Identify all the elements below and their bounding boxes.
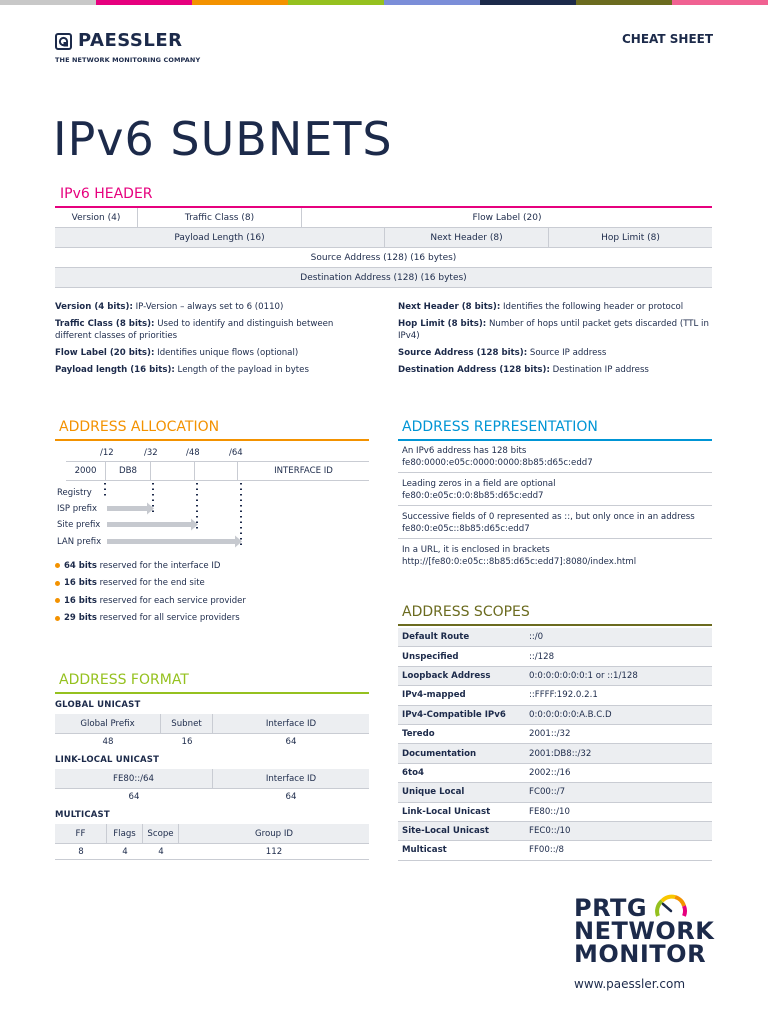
header-row-3 [55, 248, 712, 268]
topbar-segment [384, 0, 480, 5]
fe80-header: FE80::/64 [55, 769, 213, 788]
ipv6-header-heading: IPv6 HEADER [60, 186, 153, 202]
alloc-level-lan: LAN prefix [57, 537, 102, 547]
scope-name: Default Route [402, 632, 470, 643]
link-local-header-row [55, 769, 369, 789]
paessler-mark-icon [55, 33, 72, 50]
address-scopes-rule [398, 624, 712, 626]
scope-name: Teredo [402, 729, 435, 740]
link-local-label: LINK-LOCAL UNICAST [55, 755, 160, 765]
scope-name: Loopback Address [402, 670, 491, 681]
def-payload-length: Payload length (16 bits): Length of the payload in bytes [55, 365, 309, 375]
scope-value: FEC0::/10 [529, 826, 571, 837]
topbar-segment [480, 0, 576, 5]
fe80-value: 64 [128, 792, 140, 802]
subnet-value: 16 [181, 737, 193, 747]
alloc-cell-empty-1 [151, 462, 195, 480]
bullet-item: 16 bits reserved for each service provider [55, 592, 246, 610]
arrow-isp [107, 503, 154, 515]
scope-name: IPv4-Compatible IPv6 [402, 709, 506, 720]
cheat-sheet-label: CHEAT SHEET [622, 32, 714, 46]
flags-header: Flags [107, 824, 143, 843]
address-format-heading: ADDRESS FORMAT [59, 672, 189, 688]
gauge-icon [653, 892, 689, 922]
representation-list [398, 443, 712, 571]
header-cell-version: Version (4) [55, 208, 138, 227]
address-allocation-heading: ADDRESS ALLOCATION [59, 419, 220, 435]
scope-name: Site-Local Unicast [402, 826, 490, 837]
definitions-left [55, 301, 345, 381]
def-source-address: Source Address (128 bits): Source IP address [398, 348, 607, 358]
bit-mark-12: /12 [100, 448, 114, 458]
scope-value: FE80::/10 [529, 806, 570, 817]
scope-value: 2001::/32 [529, 729, 571, 740]
scope-row [398, 744, 712, 763]
header-cell-destination-address: Destination Address (128) (16 bytes) [300, 272, 467, 283]
scope-row [398, 706, 712, 725]
def-next-header: Next Header (8 bits): Identifies the following header or protocol [398, 302, 684, 312]
header-row-4 [55, 268, 712, 288]
brand-tagline: THE NETWORK MONITORING COMPANY [55, 56, 201, 64]
header-cell-flow-label: Flow Label (20) [472, 212, 542, 223]
global-prefix-header: Global Prefix [55, 714, 161, 733]
flags-value: 4 [122, 847, 128, 857]
scope-name: 6to4 [402, 767, 424, 778]
alloc-cell-interface-id: INTERFACE ID [274, 466, 333, 476]
header-row-2 [55, 228, 712, 248]
representation-item: Leading zeros in a field are optional fe80:0:e05c:0:0:8b85:d65c:edd7 [398, 473, 712, 506]
scope-value: FC00::/7 [529, 787, 566, 798]
scope-row [398, 764, 712, 783]
header-cell-traffic-class: Traffic Class (8) [138, 208, 302, 227]
scope-name: IPv4-mapped [402, 690, 466, 701]
header-cell-payload-length: Payload Length (16) [55, 228, 385, 247]
topbar-segment [288, 0, 384, 5]
address-format-rule [55, 692, 369, 694]
prtg-line-3: MONITOR [574, 940, 707, 968]
scope-value: 2001:DB8::/32 [529, 748, 592, 759]
scope-value: FF00::/8 [529, 845, 564, 856]
arrow-lan [107, 536, 242, 548]
page-title: IPv6 SUBNETS [53, 112, 393, 166]
link-local-values-row [55, 790, 369, 804]
prtg-line-2: NETWORK [574, 917, 715, 945]
scope-header: Scope [143, 824, 179, 843]
scope-value: ::/128 [529, 651, 555, 662]
scope-name: Multicast [402, 845, 447, 856]
scope-row [398, 725, 712, 744]
representation-item: In a URL, it is enclosed in brackets http://[fe80:0:e05c::8b85:d65c:edd7]:8080/index.html [402, 545, 637, 567]
address-representation-heading: ADDRESS REPRESENTATION [402, 419, 598, 435]
bullet-dot-icon [55, 616, 60, 621]
global-unicast-values-row [55, 735, 369, 749]
scope-row [398, 647, 712, 666]
alloc-cell-empty-2 [195, 462, 238, 480]
alloc-cell-db8: DB8 [106, 462, 151, 480]
group-id-value: 112 [265, 847, 283, 857]
def-version: Version (4 bits): IP-Version – always set to 6 (0110) [55, 302, 284, 312]
scope-value: 0:0:0:0:0:0:0:1 or ::1/128 [529, 670, 638, 681]
scope-row [398, 783, 712, 802]
bit-mark-64: /64 [229, 448, 243, 458]
scope-value: ::FFFF:192.0.2.1 [529, 690, 598, 701]
representation-item: An IPv6 address has 128 bits fe80:0000:e05c:0000:0000:8b85:d65c:edd7 [398, 443, 712, 473]
link-local-interface-id-value: 64 [285, 792, 297, 802]
alloc-level-isp: ISP prefix [57, 504, 98, 514]
definitions-right [398, 301, 712, 381]
topbar-segment [672, 0, 768, 5]
prtg-logo[interactable] [574, 894, 719, 972]
scope-name: Unspecified [402, 651, 459, 662]
scope-value: 4 [158, 847, 164, 857]
representation-item: Successive fields of 0 represented as ::, but only once in an address fe80:0:e05c::8b85:d65c:edd7 [398, 506, 712, 539]
multicast-values-row [55, 845, 369, 860]
interface-id-value: 64 [285, 737, 297, 747]
address-allocation-rule [55, 439, 369, 441]
global-unicast-header-row [55, 714, 369, 734]
arrow-site [107, 519, 198, 531]
topbar-segment [96, 0, 192, 5]
def-traffic-class: Traffic Class (8 bits): Used to identify and distinguish between different classes of priorities [55, 319, 334, 341]
allocation-bullets [55, 557, 246, 627]
scope-row [398, 841, 712, 860]
header-cell-hop-limit: Hop Limit (8) [601, 232, 660, 243]
scope-value: ::/0 [529, 632, 544, 643]
bit-mark-32: /32 [144, 448, 158, 458]
group-id-header: Group ID [254, 828, 294, 839]
allocation-bar [66, 461, 369, 481]
link-local-interface-id-header: Interface ID [265, 773, 317, 784]
paessler-website-link[interactable]: www.paessler.com [574, 977, 686, 991]
top-color-bar [0, 0, 768, 5]
prtg-line-1: PRTG [574, 894, 648, 922]
topbar-segment [192, 0, 288, 5]
bullet-item: 16 bits reserved for the end site [55, 575, 246, 593]
bullet-dot-icon [55, 563, 60, 568]
scope-row [398, 803, 712, 822]
scope-row [398, 686, 712, 705]
address-scopes-heading: ADDRESS SCOPES [402, 604, 530, 620]
def-hop-limit: Hop Limit (8 bits): Number of hops until packet gets discarded (TTL in IPv4) [398, 319, 709, 341]
interface-id-header: Interface ID [265, 718, 317, 729]
def-destination-address: Destination Address (128 bits): Destination IP address [398, 365, 649, 375]
bullet-dot-icon [55, 581, 60, 586]
scope-name: Unique Local [402, 787, 465, 798]
alloc-level-registry: Registry [57, 488, 92, 498]
scope-value: 2002::/16 [529, 767, 571, 778]
bullet-item: 64 bits reserved for the interface ID [55, 557, 246, 575]
scopes-table [398, 628, 712, 861]
paessler-logo[interactable] [55, 30, 205, 66]
bullet-item: 29 bits reserved for all service providers [55, 610, 246, 628]
address-representation-rule [398, 439, 712, 441]
global-unicast-label: GLOBAL UNICAST [55, 700, 141, 710]
multicast-label: MULTICAST [55, 810, 110, 820]
alloc-level-site: Site prefix [57, 520, 101, 530]
header-cell-next-header: Next Header (8) [385, 228, 549, 247]
topbar-segment [0, 0, 96, 5]
scope-name: Link-Local Unicast [402, 806, 491, 817]
scope-name: Documentation [402, 748, 477, 759]
header-cell-source-address: Source Address (128) (16 bytes) [310, 252, 457, 263]
allocation-arrows [55, 481, 255, 551]
alloc-cell-2000: 2000 [66, 462, 106, 480]
multicast-header-row [55, 824, 369, 844]
ff-header: FF [55, 824, 107, 843]
brand-name: PAESSLER [78, 30, 183, 51]
scope-row [398, 822, 712, 841]
def-flow-label: Flow Label (20 bits): Identifies unique flows (optional) [55, 348, 299, 358]
bullet-dot-icon [55, 598, 60, 603]
scope-value: 0:0:0:0:0:0:A.B.C.D [529, 709, 612, 720]
subnet-header: Subnet [161, 714, 213, 733]
scope-row [398, 628, 712, 647]
header-row-1 [55, 208, 712, 228]
ff-value: 8 [78, 847, 84, 857]
bit-mark-48: /48 [186, 448, 200, 458]
topbar-segment [576, 0, 672, 5]
global-prefix-value: 48 [102, 737, 114, 747]
scope-row [398, 667, 712, 686]
